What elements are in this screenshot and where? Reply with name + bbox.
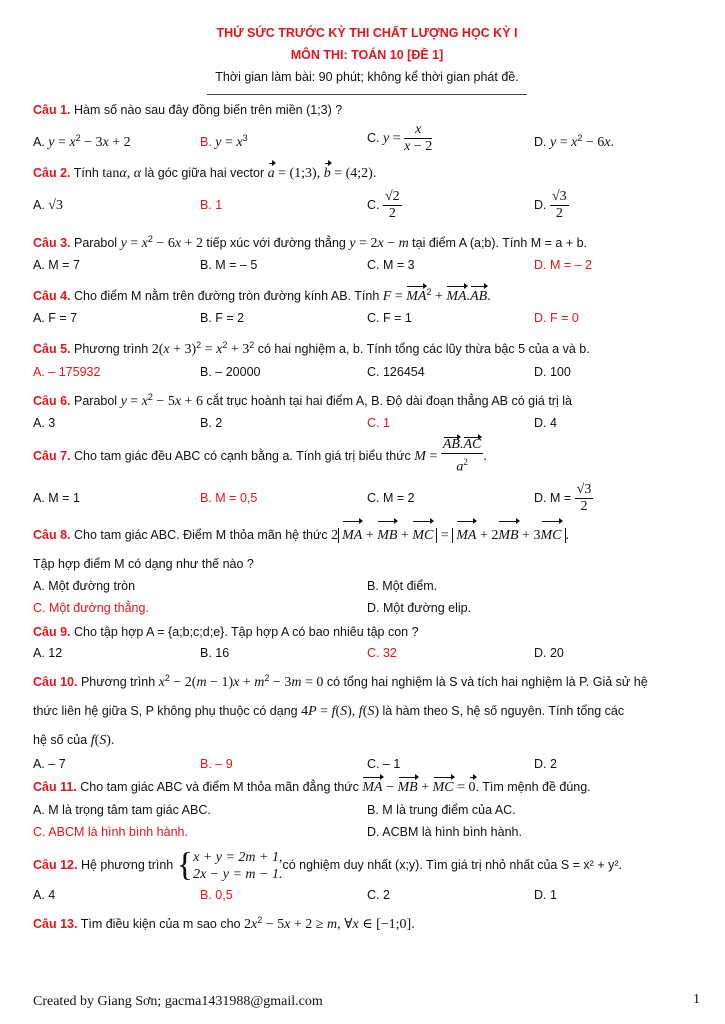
exam-time-note: Thời gian làm bài: 90 phút; không kể thời gian phát đề. [215, 70, 519, 84]
q6-option-b: B. 2 [200, 415, 223, 430]
page-number: 1 [693, 992, 700, 1007]
question-4: Câu 4. Cho điểm M nằm trên đường tròn đường kính AB. Tính $F = MA^2 + MA.AB$. [33, 281, 701, 308]
q3-options [33, 255, 701, 275]
question-10-line3: hệ số của f(S). [33, 732, 115, 748]
q1-option-a: A. $y = x^2 - 3x + 2$ [33, 133, 131, 151]
q8-option-b: B. Một điểm. [367, 578, 438, 593]
q10-option-a: A. – 7 [33, 756, 66, 771]
question-label: Câu 12. [33, 857, 78, 872]
q1-option-b: B. $y = x^3$ [200, 133, 248, 151]
question-6: Câu 6. Parabol $y = x^2 - 5x + 6$ cắt trục hoành tại hai điểm A, B. Độ dài đoạn thẳng AB có giá trị là [33, 391, 572, 409]
q6-option-d: D. 4 [534, 415, 557, 430]
question-5: Câu 5. Phương trình $2(x + 3)^2 = x^2 + 3^2$ có hai nghiệm a, b. Tính tổng các lũy thừa bậc 5 của a và b. [33, 340, 590, 358]
q11-options-row2 [33, 821, 701, 843]
q12-option-d: D. 1 [534, 887, 557, 902]
q2-options [33, 185, 701, 226]
question-label: Câu 8. [33, 527, 71, 542]
q8-options-row2 [33, 597, 701, 619]
q5-option-b: B. – 20000 [200, 364, 261, 379]
q7-options [33, 478, 701, 518]
q1-options [33, 121, 701, 160]
q11-options-row1 [33, 799, 701, 821]
q4-option-a: A. F = 7 [33, 311, 78, 326]
q12-option-c: C. 2 [367, 887, 390, 902]
question-1 [33, 99, 701, 121]
question-2: Câu 2. Tính tanα, α là góc giữa hai vector a = (1;3), b = (4;2). [33, 162, 701, 185]
q7-option-a: A. M = 1 [33, 490, 80, 505]
q9-options [33, 643, 701, 663]
q7-option-b: B. M = 0,5 [200, 490, 258, 505]
question-label: Câu 5. [33, 342, 71, 357]
q3-option-d: D. M = – 2 [534, 258, 593, 273]
q5-options [33, 362, 701, 382]
q8-option-a: A. Một đường tròn [33, 578, 136, 593]
q3-option-c: C. M = 3 [367, 258, 415, 273]
q7-option-d: D. M = $\frac{√3}{2}$ [534, 481, 592, 514]
q1-option-d: D. $y = x^2 - 6x$. [534, 133, 614, 151]
question-text: Hàm số nào sau đây đồng biến trên miền (1;3) ? [74, 103, 343, 117]
q12-option-b: B. 0,5 [200, 887, 233, 902]
q9-option-b: B. 16 [200, 645, 230, 660]
q2-option-a: A. √3 [33, 198, 63, 214]
question-label: Câu 11. [33, 779, 77, 794]
q9-option-a: A. 12 [33, 645, 63, 660]
q12-option-a: A. 4 [33, 887, 56, 902]
header-divider [207, 94, 527, 95]
q8-option-d: D. Một đường elip. [367, 600, 472, 615]
question-label: Câu 6. [33, 393, 71, 408]
question-label: Câu 3. [33, 236, 71, 251]
q4-options [33, 308, 701, 328]
question-11: Câu 11. Cho tam giác ABC và điểm M thỏa mãn đẳng thức MA − MB + MC = 0. Tìm mệnh đề đúng. [33, 776, 701, 799]
q9-option-c: C. 32 [367, 645, 397, 660]
question-label: Câu 7. [33, 448, 71, 463]
q8-option-c: C. Một đường thẳng. [33, 600, 149, 615]
q1-option-c: C. y = $\frac{x}{x - 2}$ [367, 122, 433, 155]
q4-option-d: D. F = 0 [534, 311, 579, 326]
exam-header [33, 22, 701, 95]
q6-options [33, 413, 701, 433]
q11-option-d: D. ACBM là hình bình hành. [367, 824, 522, 839]
q8-options-row1 [33, 575, 701, 597]
q10-option-c: C. – 1 [367, 756, 401, 771]
q10-options [33, 754, 701, 774]
footer-credit: Created by Giang Sơn; gacma1431988@gmail.com [33, 994, 323, 1009]
q2-option-d: D. $\frac{√3}{2}$ [534, 189, 567, 222]
q4-option-b: B. F = 2 [200, 311, 245, 326]
question-7: Câu 7. Cho tam giác đều ABC có cạnh bằng a. Tính giá trị biểu thức M = $\frac{AB.AC}{a^2}$ . [33, 437, 487, 475]
q12-options [33, 885, 701, 905]
question-8: Câu 8. Cho tam giác ABC. Điểm M thỏa mãn hệ thức 2 MA + MB + MC = MA + 2MB + 3MC . [33, 520, 701, 551]
q5-option-d: D. 100 [534, 364, 571, 379]
q6-option-c: C. 1 [367, 415, 390, 430]
q11-option-c: C. ABCM là hình bình hành. [33, 824, 188, 839]
q2-option-c: C. $\frac{√2}{2}$ [367, 189, 400, 222]
question-13: Câu 13. Tìm điều kiện của m sao cho $2x^2 - 5x + 2 \ge m$, ∀x ∈ [−1;0]. [33, 914, 415, 933]
question-label: Câu 13. [33, 917, 78, 932]
question-text: Tính [73, 166, 103, 181]
q10-option-d: D. 2 [534, 756, 557, 771]
question-10: Câu 10. Phương trình $x^2 - 2(m - 1)x + m^2 - 3m = 0$ có tổng hai nghiệm là S và tích hai nghiệm là P. Giả sử hệ [33, 672, 648, 690]
question-10-line2: thức liên hệ giữa S, P không phụ thuộc có dạng 4P = f(S), f(S) là hàm theo S, hệ số nguyên. Tính tổng các [33, 703, 625, 719]
question-9: Câu 9. Cho tập hợp A = {a;b;c;d;e}. Tập hợp A có bao nhiêu tập con ? [33, 624, 419, 639]
question-3: Câu 3. Parabol $y = x^2 - 6x + 2$ tiếp xúc với đường thẳng y = 2x − m tại điểm A (a;b). Tính M = a + b. [33, 234, 588, 252]
question-label: Câu 10. [33, 674, 78, 689]
question-label: Câu 4. [33, 289, 71, 304]
exam-subject: MÔN THI: TOÁN 10 [ĐỀ 1] [290, 48, 444, 62]
q7-option-c: C. M = 2 [367, 490, 415, 505]
question-label: Câu 1. [33, 103, 71, 117]
q11-option-b: B. M là trung điểm của AC. [367, 802, 516, 817]
q3-option-a: A. M = 7 [33, 258, 80, 273]
exam-page [33, 22, 701, 938]
question-label: Câu 9. [33, 624, 71, 639]
question-label: Câu 2. [33, 166, 71, 181]
q11-option-a: A. M là trọng tâm tam giác ABC. [33, 802, 211, 817]
q9-option-d: D. 20 [534, 645, 564, 660]
q6-option-a: A. 3 [33, 415, 56, 430]
q5-option-a: A. – 175932 [33, 364, 101, 379]
q4-option-c: C. F = 1 [367, 311, 412, 326]
q2-option-b: B. 1 [200, 198, 223, 213]
question-8-line2: Tập hợp điểm M có dạng như thế nào ? [33, 556, 254, 571]
q3-option-b: B. M = – 5 [200, 258, 258, 273]
exam-title: THỬ SỨC TRƯỚC KỲ THI CHẤT LƯỢNG HỌC KỲ I [216, 26, 518, 40]
q10-option-b: B. – 9 [200, 756, 233, 771]
q5-option-c: C. 126454 [367, 364, 425, 379]
question-12: Câu 12. Hệ phương trình {x + y = 2m + 1, 2x − y = m − 1.có nghiệm duy nhất (x;y). Tìm giá trị nhỏ nhất của S = x² + y². [33, 846, 622, 884]
